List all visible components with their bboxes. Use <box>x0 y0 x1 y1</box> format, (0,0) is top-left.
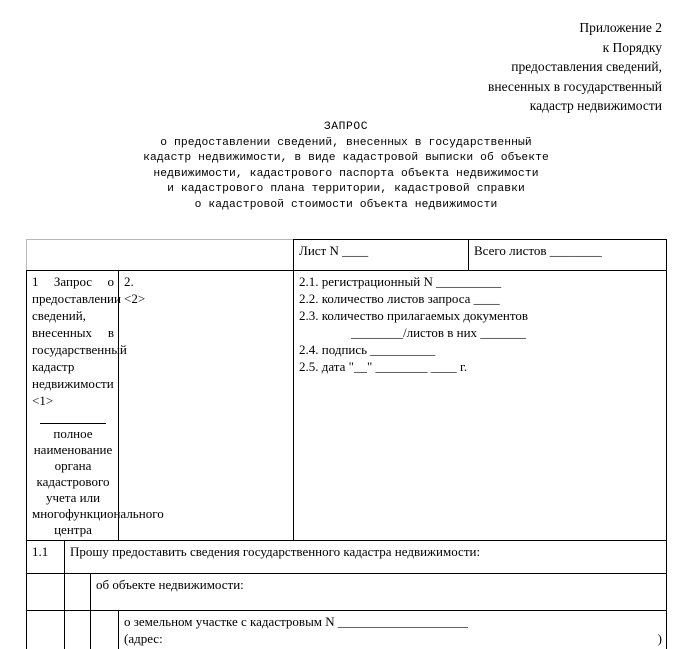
row-object-text: об объекте недвижимости: <box>91 574 667 611</box>
sheet-header-empty-cell <box>27 240 294 271</box>
row-parcel-cell <box>119 611 667 649</box>
document-kind: ЗАПРОС <box>28 120 664 136</box>
field-date[interactable]: 2.5. дата "__" ________ ____ г. <box>299 358 662 375</box>
table-row <box>27 574 667 611</box>
appendix-line-1: Приложение 2 <box>330 18 662 38</box>
indent-cell-level-3 <box>91 611 119 649</box>
request-body-cell <box>27 271 119 541</box>
registration-fields-cell <box>294 271 667 541</box>
table-row <box>27 611 667 649</box>
table-row <box>27 541 667 574</box>
document-subtitle-line-5: о кадастровой стоимости объекта недвижимости <box>28 198 664 214</box>
block-2-number-cell <box>119 271 294 541</box>
document-subtitle-line-1: о предоставлении сведений, внесенных в государственный <box>28 136 664 152</box>
indent-cell-level-2 <box>65 574 91 611</box>
block-2-footnote: <2> <box>124 290 289 307</box>
document-title <box>28 120 664 214</box>
document-subtitle-line-4: и кадастрового плана территории, кадастровой справки <box>28 182 664 198</box>
field-registration-number[interactable]: 2.1. регистрационный N __________ <box>299 273 662 290</box>
field-sheet-count[interactable]: 2.2. количество листов запроса ____ <box>299 290 662 307</box>
organization-caption <box>32 426 114 538</box>
field-attachment-sheets[interactable]: ________/листов в них _______ <box>299 324 662 341</box>
indent-cell-level-2-b <box>65 611 91 649</box>
field-signature[interactable]: 2.4. подпись __________ <box>299 341 662 358</box>
appendix-line-5: кадастр недвижимости <box>330 96 662 116</box>
document-subtitle-line-3: недвижимости, кадастрового паспорта объекта недвижимости <box>28 167 664 183</box>
organization-caption-line-2: кадастрового учета или <box>32 474 114 506</box>
table-row <box>27 271 667 541</box>
row-parcel-text[interactable]: о земельном участке с кадастровым N ____________________ <box>124 613 662 630</box>
field-attachment-count[interactable]: 2.3. количество прилагаемых документов <box>299 307 662 324</box>
appendix-line-2: к Порядку <box>330 38 662 58</box>
total-sheets-label[interactable]: Всего листов ________ <box>469 240 667 271</box>
indent-cell-level-1 <box>27 574 65 611</box>
row-parcel-address-line[interactable] <box>124 630 662 647</box>
document-subtitle-line-2: кадастр недвижимости, в виде кадастровой выписки об объекте <box>28 151 664 167</box>
organization-caption-line-1: полное наименование органа <box>32 426 114 474</box>
address-label: (адрес: <box>124 631 163 646</box>
appendix-line-3: предоставления сведений, <box>330 57 662 77</box>
organization-caption-line-3: многофункционального центра <box>32 506 114 538</box>
appendix-header <box>330 18 662 116</box>
sheet-number-label[interactable]: Лист N ____ <box>294 240 469 271</box>
row-1-1-text: Прошу предоставить сведения государственного кадастра недвижимости: <box>65 541 667 574</box>
address-close-paren: ) <box>658 630 662 647</box>
request-text: 1 Запрос о предоставлении сведений, внесенных в государственный кадастр недвижимости <1> <box>32 273 114 409</box>
request-form-table <box>26 239 667 649</box>
row-number-1-1: 1.1 <box>27 541 65 574</box>
appendix-line-4: внесенных в государственный <box>330 77 662 97</box>
table-row <box>27 240 667 271</box>
indent-cell-level-1-b <box>27 611 65 649</box>
organization-name-rule <box>40 423 106 424</box>
block-2-number: 2. <box>124 273 289 290</box>
